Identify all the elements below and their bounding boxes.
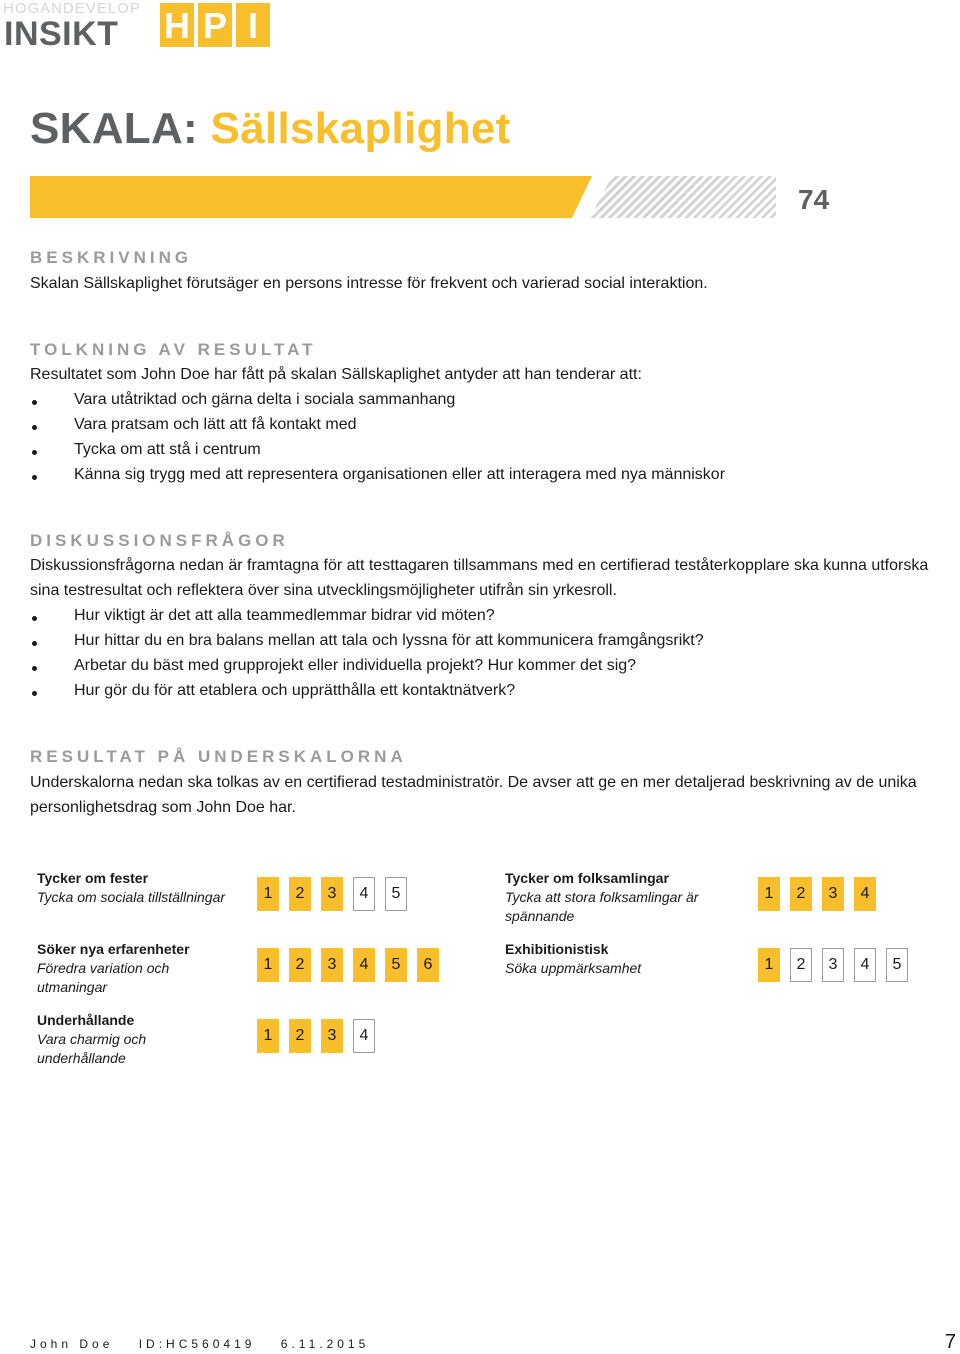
logo-letter-h: H (160, 3, 194, 47)
score-box: 3 (822, 877, 844, 911)
score-box: 5 (886, 948, 908, 982)
list-item: Arbetar du bäst med grupprojekt eller individuella projekt? Hur kommer det sig? (30, 653, 950, 678)
subscale-title: Tycker om folksamlingar (505, 870, 669, 886)
tolkning-list (30, 387, 950, 487)
hpi-logo (160, 3, 270, 47)
score-box: 2 (289, 877, 311, 911)
score-box: 2 (289, 1019, 311, 1053)
section-heading-beskrivning: BESKRIVNING (30, 248, 193, 267)
section-heading-underskalor: RESULTAT PÅ UNDERSKALORNA (30, 747, 407, 766)
logo-letter-i: I (236, 3, 270, 47)
page-number: 7 (944, 1331, 956, 1353)
section-heading-diskussion: DISKUSSIONSFRÅGOR (30, 531, 289, 550)
subscale-boxes (758, 877, 876, 911)
score-box: 3 (321, 877, 343, 911)
subscale-description: Tycka om sociala tillställningar (37, 889, 226, 905)
list-item: Vara pratsam och lätt att få kontakt med (30, 412, 950, 437)
footer-info (30, 1337, 387, 1351)
diskussion-intro: Diskussionsfrågorna nedan är framtagna för att testtagaren tillsammans med en certifierad teståterkopplare ska kunna utforska sina testresultat och reflektera över sina utvecklingsmöjligheter utifrån sin yrkesroll. (30, 557, 929, 599)
score-box: 4 (854, 877, 876, 911)
score-box: 1 (257, 877, 279, 911)
logo-letter-p: P (198, 3, 232, 47)
title-scale-name: Sällskaplighet (210, 104, 511, 153)
subscale-boxes (257, 1019, 375, 1053)
list-item: Tycka om att stå i centrum (30, 437, 950, 462)
score-box: 1 (257, 1019, 279, 1053)
list-item: Hur viktigt är det att alla teammedlemmar bidrar vid möten? (30, 603, 950, 628)
list-item: Hur gör du för att etablera och upprätthålla ett kontaktnätverk? (30, 678, 950, 703)
score-box: 4 (353, 1019, 375, 1053)
score-box: 4 (353, 877, 375, 911)
subscale-boxes (257, 877, 407, 911)
brand-subtitle: HOGANDEVELOP (3, 0, 141, 17)
score-box: 2 (289, 948, 311, 982)
section-heading-tolkning: TOLKNING AV RESULTAT (30, 340, 317, 359)
score-box: 2 (790, 948, 812, 982)
subscale-title: Tycker om fester (37, 870, 149, 886)
score-bar-remainder (590, 176, 776, 218)
list-item: Vara utåtriktad och gärna delta i sociala sammanhang (30, 387, 950, 412)
subscale-label (37, 869, 247, 907)
subscale-title: Exhibitionistisk (505, 941, 609, 957)
footer-date: 6.11.2015 (280, 1337, 370, 1351)
score-box: 1 (758, 877, 780, 911)
score-box: 4 (353, 948, 375, 982)
beskrivning-text: Skalan Sällskaplighet förutsäger en persons intresse för frekvent och varierad social interaktion. (30, 275, 708, 292)
subscale-description: Tycka att stora folksamlingar är spännande (505, 889, 699, 924)
underskalor-intro: Underskalorna nedan ska tolkas av en certifierad testadministratör. De avser att ge en mer detaljerad beskrivning av de unika personlighetsdrag som John Doe har. (30, 774, 917, 816)
score-box: 4 (854, 948, 876, 982)
score-box: 6 (417, 948, 439, 982)
subscale-description: Söka uppmärksamhet (505, 960, 642, 976)
score-box: 3 (822, 948, 844, 982)
tolkning-intro: Resultatet som John Doe har fått på skalan Sällskaplighet antyder att han tenderar att: (30, 366, 642, 383)
subscale-title: Söker nya erfarenheter (37, 941, 190, 957)
list-item: Känna sig trygg med att representera organisationen eller att interagera med nya människor (30, 462, 950, 487)
subscale-description: Föredra variation och utmaningar (37, 960, 170, 995)
score-box: 5 (385, 948, 407, 982)
subscale-label (37, 1011, 187, 1068)
score-bar (30, 176, 776, 218)
subscale-title: Underhållande (37, 1012, 135, 1028)
score-box: 2 (790, 877, 812, 911)
score-box: 5 (385, 877, 407, 911)
subscale-label (505, 940, 735, 978)
score-value: 74 (798, 184, 830, 215)
subscale-label (37, 940, 207, 997)
subscale-boxes (257, 948, 439, 982)
score-box: 3 (321, 948, 343, 982)
footer-id: ID:HC560419 (138, 1337, 256, 1351)
score-box: 1 (758, 948, 780, 982)
brand-title: INSIKT (4, 15, 119, 53)
subscale-label (505, 869, 735, 926)
list-item: Hur hittar du en bra balans mellan att tala och lyssna för att kommunicera framgångsrikt? (30, 628, 950, 653)
score-box: 3 (321, 1019, 343, 1053)
score-bar-fill (30, 176, 592, 218)
score-box: 1 (257, 948, 279, 982)
page-title (30, 104, 511, 154)
title-prefix: SKALA: (30, 104, 199, 153)
subscale-boxes (758, 948, 908, 982)
subscale-description: Vara charmig och underhållande (37, 1031, 147, 1066)
footer-name: John Doe (30, 1337, 114, 1351)
diskussion-list (30, 603, 950, 703)
